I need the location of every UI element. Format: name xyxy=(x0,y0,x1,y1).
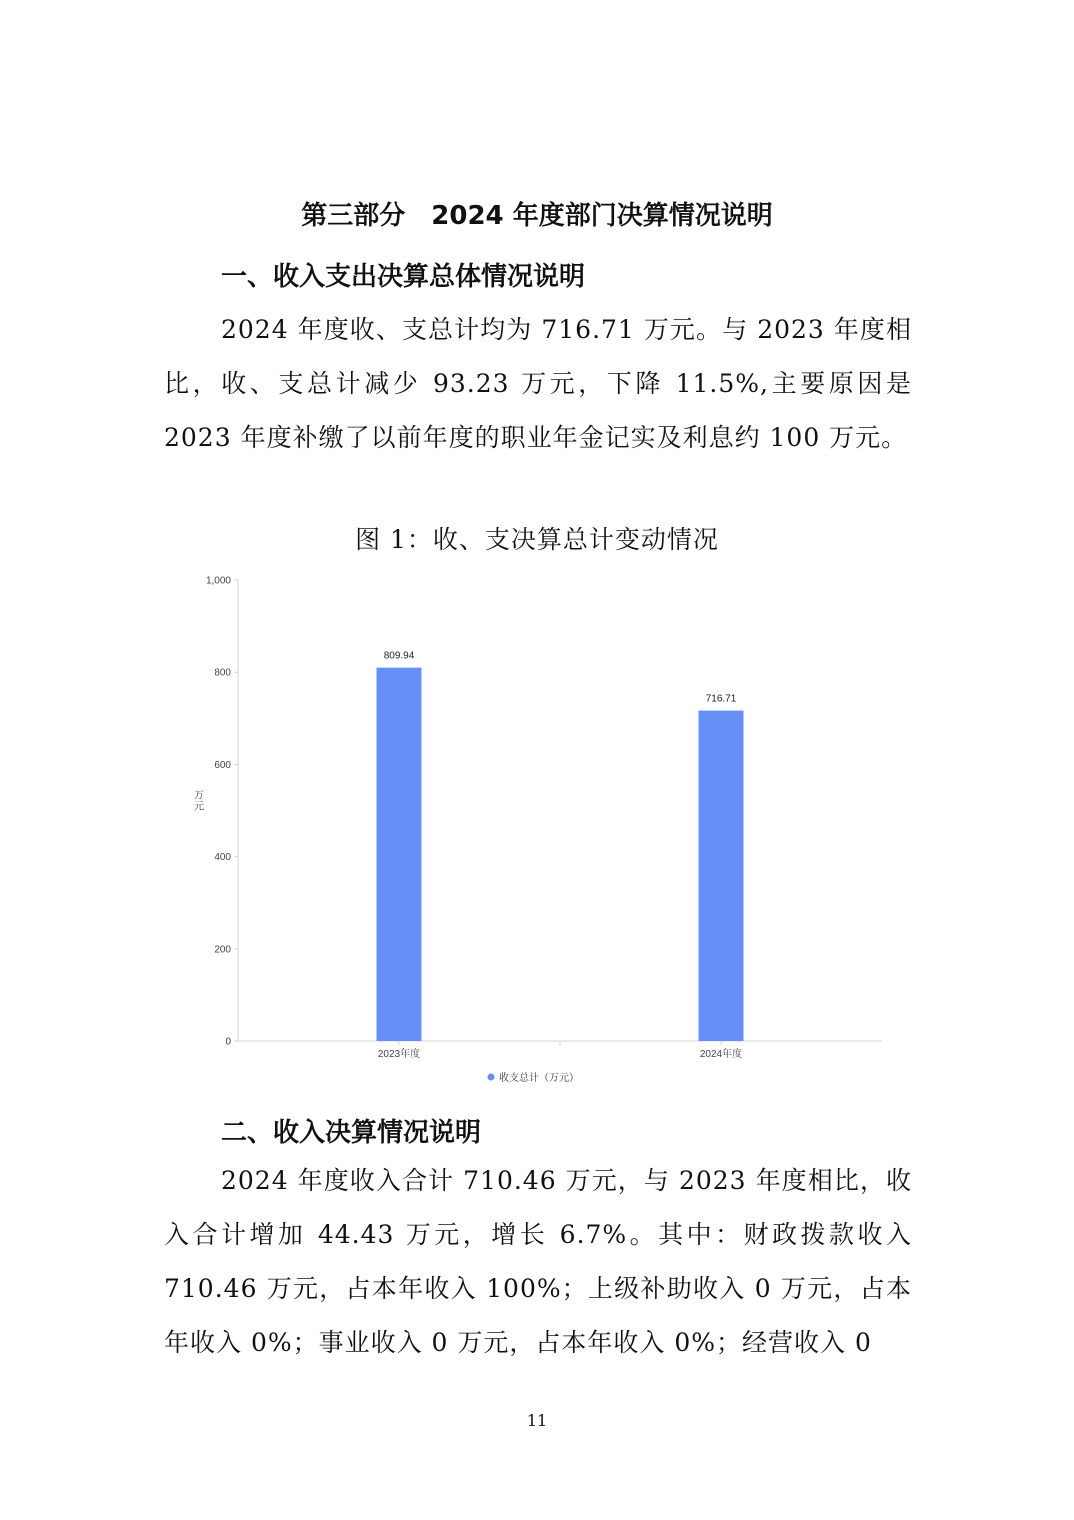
y-tick-label: 200 xyxy=(214,944,231,956)
y-axis-label: 万元 xyxy=(194,790,204,813)
bar-value-label: 716.71 xyxy=(705,693,737,705)
chart-legend xyxy=(488,1071,580,1084)
x-tick-label: 2023年度 xyxy=(377,1049,421,1060)
y-axis-ticks xyxy=(206,576,238,1048)
y-tick-label: 0 xyxy=(225,1036,231,1048)
legend-label: 收支总计（万元） xyxy=(499,1073,579,1084)
bar xyxy=(699,711,744,1041)
overview-paragraph: 2024 年度收、支总计均为 716.71 万元。与 2023 年度相比，收、支总计减少 93.23 万元，下降 11.5%,主要原因是 2023 年度补缴了以前年度的职业年金记实及利息约 100 万元。 xyxy=(164,315,912,452)
y-tick-label: 600 xyxy=(214,759,231,771)
income-paragraph: 2024 年度收入合计 710.46 万元，与 2023 年度相比，收入合计增加 44.43 万元，增长 6.7%。其中：财政拨款收入 710.46 万元，占本年收入 100%；上级补助收入 0 万元，占本年收入 0%；事业收入 0 万元，占本年收入 0%；经营收入 0 xyxy=(164,1166,912,1357)
y-tick-label: 800 xyxy=(214,667,231,679)
section-heading-income-expenditure-overview: 一、收入支出决算总体情况说明 xyxy=(221,262,586,292)
section-heading-income: 二、收入决算情况说明 xyxy=(221,1118,482,1148)
bars-group xyxy=(377,651,744,1041)
legend-marker xyxy=(488,1074,495,1081)
x-tick-label: 2024年度 xyxy=(699,1049,743,1060)
chart-caption: 图 1：收、支决算总计变动情况 xyxy=(355,525,719,554)
page-number: 11 xyxy=(526,1411,548,1430)
bar-chart xyxy=(180,568,900,1098)
y-tick-label: 400 xyxy=(214,852,231,864)
bar-value-label: 809.94 xyxy=(383,650,415,662)
x-axis-ticks xyxy=(378,1041,742,1060)
bar xyxy=(377,668,422,1041)
y-tick-label: 1,000 xyxy=(205,575,231,587)
page-title: 第三部分 2024 年度部门决算情况说明 xyxy=(301,201,773,231)
